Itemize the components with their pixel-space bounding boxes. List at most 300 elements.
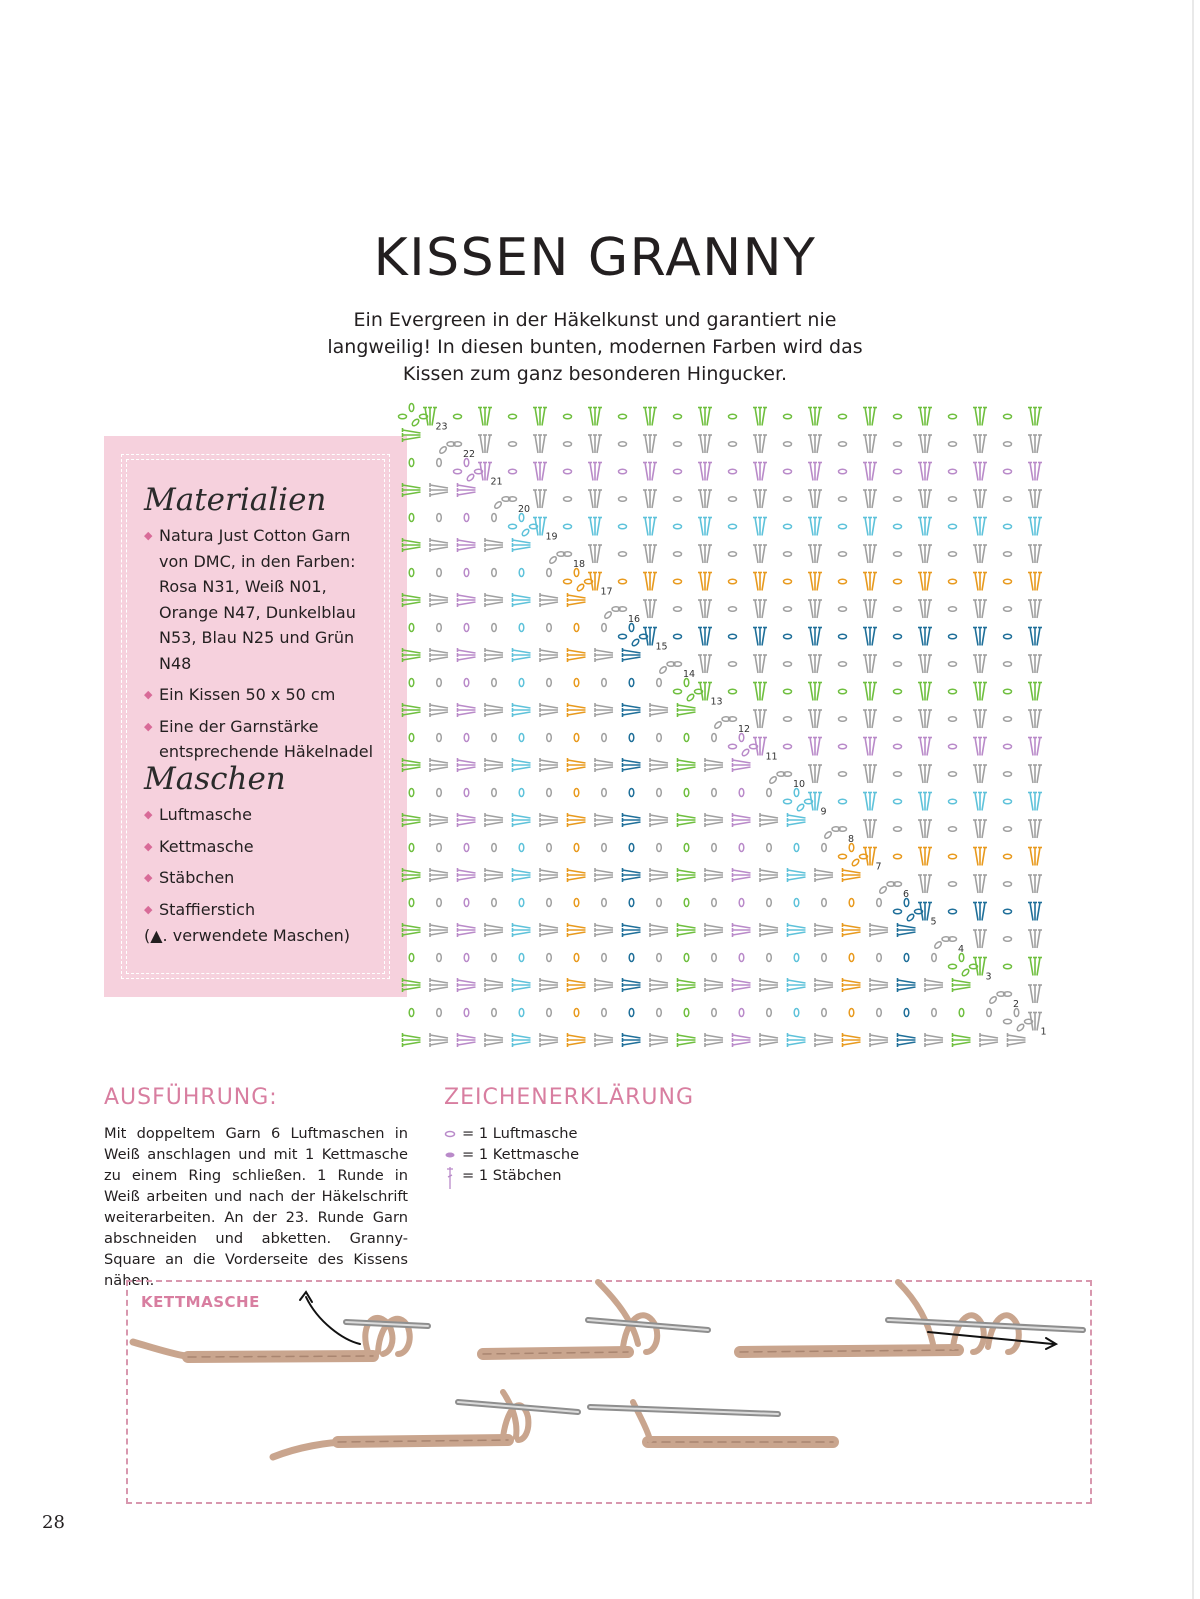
stitch-cluster — [863, 710, 877, 728]
chain-mark — [784, 524, 792, 529]
double-crochet-mark — [652, 545, 655, 563]
stitch-cluster — [918, 765, 932, 783]
double-crochet-mark — [652, 518, 655, 536]
stitch-cluster — [918, 655, 932, 673]
chain-mark — [454, 414, 462, 419]
double-crochet-mark — [872, 683, 875, 701]
double-crochet-mark — [430, 815, 448, 818]
stitch-cluster — [595, 703, 613, 717]
double-crochet-mark — [1030, 710, 1033, 728]
stitch-cluster — [485, 813, 503, 827]
double-crochet-mark — [485, 877, 503, 880]
round-number: 18 — [573, 559, 586, 570]
chain-mark — [602, 624, 607, 632]
stitch-cluster — [760, 813, 778, 827]
double-crochet-mark — [595, 767, 613, 770]
double-crochet-mark — [865, 490, 868, 508]
stitch-cluster — [863, 655, 877, 673]
chain-mark — [619, 469, 627, 474]
double-crochet-mark — [1008, 1042, 1026, 1045]
double-crochet-mark — [430, 595, 448, 598]
chain-mark — [961, 968, 970, 977]
double-crochet-mark — [513, 602, 531, 605]
chain-mark — [464, 954, 469, 962]
double-crochet-mark — [540, 595, 558, 598]
chain-mark — [684, 844, 689, 852]
double-crochet-mark — [595, 877, 613, 880]
double-crochet-mark — [870, 1042, 888, 1045]
double-crochet-mark — [982, 408, 985, 426]
stitch-cluster — [1028, 463, 1042, 481]
chain-mark — [602, 899, 607, 907]
chain-mark — [1016, 1023, 1025, 1032]
stitch-cluster — [568, 593, 586, 607]
chain-mark — [1004, 772, 1012, 777]
double-crochet-mark — [485, 1042, 503, 1045]
double-crochet-mark — [975, 765, 978, 783]
double-crochet-mark — [485, 602, 503, 605]
chain-mark — [729, 579, 737, 584]
double-crochet-mark — [1037, 600, 1040, 618]
double-crochet-mark — [540, 1035, 558, 1038]
materials-item: ◆ Natura Just Cotton Garn von DMC, in den Farben: Rosa N31, Weiß N01, Orange N47, Dunkelblau N53, Blau N25 und Grün N48 — [144, 523, 384, 676]
chain-mark — [602, 679, 607, 687]
chain-mark — [1004, 1019, 1012, 1024]
double-crochet-mark — [1030, 408, 1033, 426]
stitch-cluster — [430, 1033, 448, 1047]
stitch-cluster — [540, 593, 558, 607]
stitch-cluster — [973, 628, 987, 646]
legend — [444, 1123, 579, 1186]
stitch-cluster — [808, 655, 822, 673]
stitch-cluster — [485, 703, 503, 717]
double-crochet-mark — [872, 573, 875, 591]
stitches-heading: Maschen — [144, 761, 286, 797]
double-crochet-mark — [733, 877, 751, 880]
stitch-cluster — [808, 545, 822, 563]
double-crochet-mark — [810, 490, 813, 508]
stitch-cluster — [623, 758, 641, 772]
stitch-cluster — [568, 868, 586, 882]
stitch-cluster — [863, 490, 877, 508]
double-crochet-mark — [927, 738, 930, 756]
double-crochet-mark — [920, 545, 923, 563]
chain-mark — [519, 734, 524, 742]
double-crochet-mark — [982, 765, 985, 783]
chain-mark — [409, 899, 414, 907]
double-crochet-mark — [920, 435, 923, 453]
double-crochet-mark — [1030, 600, 1033, 618]
stitch-cluster — [698, 545, 712, 563]
double-crochet-mark — [707, 545, 710, 563]
chain-mark — [839, 689, 847, 694]
chain-mark — [839, 854, 847, 859]
double-crochet-mark — [650, 815, 668, 818]
chain-mark — [684, 1009, 689, 1017]
double-crochet-mark — [733, 980, 751, 983]
stitch-cluster — [788, 813, 806, 827]
chain-mark — [549, 556, 558, 565]
chain-mark — [729, 414, 737, 419]
double-crochet-mark — [953, 1035, 971, 1038]
double-crochet-mark — [870, 932, 888, 935]
chain-mark — [1004, 524, 1012, 529]
stitch-cluster — [568, 648, 586, 662]
double-crochet-mark — [1037, 628, 1040, 646]
double-crochet-mark — [815, 932, 833, 935]
chain-mark — [894, 497, 902, 502]
stitch-cluster — [788, 978, 806, 992]
double-crochet-mark — [762, 518, 765, 536]
double-crochet-mark — [872, 463, 875, 481]
double-crochet-mark — [485, 657, 503, 660]
double-crochet-mark — [430, 987, 448, 990]
stitch-cluster — [595, 648, 613, 662]
double-crochet-mark — [645, 600, 648, 618]
double-crochet-mark — [623, 815, 641, 818]
double-crochet-mark — [645, 518, 648, 536]
double-crochet-mark — [953, 987, 971, 990]
instructions-heading: AUSFÜHRUNG: — [104, 1085, 278, 1110]
double-crochet-mark — [705, 925, 723, 928]
double-crochet-mark — [513, 547, 531, 550]
chain-mark — [619, 552, 627, 557]
double-crochet-mark — [815, 1035, 833, 1038]
double-crochet-mark — [927, 848, 930, 866]
double-crochet-mark — [980, 1042, 998, 1045]
double-crochet-mark — [733, 760, 751, 763]
double-crochet-mark — [817, 765, 820, 783]
chain-mark — [602, 954, 607, 962]
double-crochet-mark — [513, 540, 531, 543]
stitch-cluster — [698, 600, 712, 618]
double-crochet-mark — [1037, 490, 1040, 508]
double-crochet-mark — [480, 408, 483, 426]
chain-mark — [602, 1009, 607, 1017]
double-crochet-mark — [568, 925, 586, 928]
stitch-cluster — [870, 978, 888, 992]
double-crochet-mark — [623, 760, 641, 763]
chain-mark — [464, 789, 469, 797]
chain-mark — [437, 734, 442, 742]
double-crochet-mark — [733, 1042, 751, 1045]
double-crochet-mark — [568, 657, 586, 660]
chain-mark — [629, 789, 634, 797]
double-crochet-mark — [540, 987, 558, 990]
double-crochet-mark — [678, 767, 696, 770]
stitch-cluster — [973, 793, 987, 811]
double-crochet-mark — [982, 463, 985, 481]
stitch-cluster — [898, 978, 916, 992]
chain-mark — [509, 414, 517, 419]
chain-mark — [547, 679, 552, 687]
stitch-cluster — [918, 545, 932, 563]
double-crochet-mark — [815, 925, 833, 928]
stitch-cluster — [863, 628, 877, 646]
double-crochet-mark — [982, 545, 985, 563]
legend-item — [444, 1144, 579, 1165]
double-crochet-mark — [707, 628, 710, 646]
stitch-cluster — [568, 813, 586, 827]
materials-item: ◆ Eine der Garnstärke entsprechende Häkelnadel — [144, 714, 384, 765]
double-crochet-mark — [623, 650, 641, 653]
stitch-cluster — [623, 813, 641, 827]
stitch-cluster — [705, 813, 723, 827]
chain-mark — [547, 624, 552, 632]
chain-mark — [547, 1009, 552, 1017]
stitch-cluster — [1028, 408, 1042, 426]
double-crochet-mark — [678, 980, 696, 983]
chain-mark — [1004, 964, 1012, 969]
legend-label: = 1 Luftmasche — [462, 1125, 578, 1142]
double-crochet-mark — [595, 925, 613, 928]
chain-mark — [564, 414, 572, 419]
double-crochet-mark — [982, 683, 985, 701]
double-crochet-mark — [645, 545, 648, 563]
stitch-cluster — [698, 463, 712, 481]
stitch-cluster — [863, 573, 877, 591]
double-crochet-mark — [788, 932, 806, 935]
double-crochet-mark — [430, 650, 448, 653]
round-number: 6 — [903, 889, 910, 900]
chain-mark — [712, 734, 717, 742]
chain-mark — [894, 634, 902, 639]
double-crochet-mark — [540, 760, 558, 763]
double-crochet-mark — [1037, 408, 1040, 426]
stitch-cluster — [1028, 655, 1042, 673]
chain-mark — [492, 789, 497, 797]
double-crochet-mark — [870, 1035, 888, 1038]
double-crochet-mark — [755, 463, 758, 481]
stitch-cluster — [698, 655, 712, 673]
double-crochet-mark — [430, 1042, 448, 1045]
double-crochet-mark — [542, 490, 545, 508]
double-crochet-mark — [458, 760, 476, 763]
double-crochet-mark — [485, 987, 503, 990]
double-crochet-mark — [1030, 793, 1033, 811]
stitches-note: (▲. verwendete Maschen) — [144, 926, 350, 945]
stitch-cluster — [485, 538, 503, 552]
stitch-cluster — [815, 978, 833, 992]
chain-mark — [574, 954, 579, 962]
chain-mark — [894, 717, 902, 722]
double-crochet-mark — [1030, 958, 1033, 976]
stitch-cluster — [973, 903, 987, 921]
double-crochet-mark — [733, 1035, 751, 1038]
double-crochet-mark — [982, 875, 985, 893]
stitch-cluster — [650, 923, 668, 937]
double-crochet-mark — [920, 628, 923, 646]
double-crochet-mark — [540, 925, 558, 928]
double-crochet-mark — [865, 820, 868, 838]
double-crochet-mark — [513, 925, 531, 928]
chain-mark — [729, 744, 737, 749]
stitch-cluster — [753, 518, 767, 536]
chain-mark — [409, 404, 414, 412]
stitch-cluster — [485, 1033, 503, 1047]
double-crochet-mark — [975, 793, 978, 811]
double-crochet-mark — [513, 815, 531, 818]
stitch-cluster — [753, 600, 767, 618]
chain-mark — [822, 844, 827, 852]
stitch-cluster — [733, 978, 751, 992]
stitch-cluster — [403, 758, 421, 772]
chain-mark — [574, 624, 579, 632]
chain-mark — [547, 789, 552, 797]
double-crochet-mark — [975, 738, 978, 756]
double-crochet-mark — [403, 1035, 421, 1038]
chain-mark — [741, 748, 750, 757]
stitch-cluster — [650, 758, 668, 772]
stitch-cluster — [458, 703, 476, 717]
round-number: 17 — [600, 586, 613, 598]
double-crochet-mark — [920, 793, 923, 811]
double-crochet-mark — [760, 870, 778, 873]
chain-mark — [894, 744, 902, 749]
double-crochet-mark — [700, 463, 703, 481]
stitch-cluster — [753, 408, 767, 426]
chain-mark — [519, 954, 524, 962]
double-crochet-mark — [540, 870, 558, 873]
double-crochet-mark — [590, 435, 593, 453]
double-crochet-mark — [920, 463, 923, 481]
chain-mark — [949, 717, 957, 722]
double-crochet-mark — [645, 490, 648, 508]
double-crochet-mark — [920, 573, 923, 591]
double-crochet-mark — [540, 980, 558, 983]
chain-mark — [674, 414, 682, 419]
chain-mark — [1004, 607, 1012, 612]
stitch-cluster — [973, 600, 987, 618]
double-crochet-mark — [975, 518, 978, 536]
double-crochet-mark — [513, 987, 531, 990]
double-crochet-mark — [705, 822, 723, 825]
chain-mark — [894, 854, 902, 859]
stitch-cluster — [918, 738, 932, 756]
chain-mark — [629, 954, 634, 962]
round-number: 5 — [930, 916, 937, 928]
double-crochet-mark — [513, 1042, 531, 1045]
chain-mark — [547, 954, 552, 962]
double-crochet-mark — [920, 848, 923, 866]
round-number: 7 — [875, 861, 882, 873]
chain-mark — [729, 634, 737, 639]
double-crochet-mark — [817, 683, 820, 701]
double-crochet-mark — [705, 932, 723, 935]
chain-mark — [464, 1009, 469, 1017]
chain-mark — [409, 679, 414, 687]
chain-mark — [849, 1009, 854, 1017]
double-crochet-mark — [1037, 765, 1040, 783]
chain-mark — [684, 954, 689, 962]
chain-mark — [794, 1009, 799, 1017]
chain-mark — [684, 899, 689, 907]
double-crochet-mark — [707, 573, 710, 591]
double-crochet-mark — [810, 710, 813, 728]
double-crochet-mark — [755, 655, 758, 673]
stitch-cluster — [513, 978, 531, 992]
double-crochet-mark — [652, 435, 655, 453]
chain-mark — [494, 501, 503, 510]
double-crochet-mark — [843, 925, 861, 928]
materials-list — [144, 523, 384, 771]
chain-mark — [949, 442, 957, 447]
double-crochet-mark — [513, 767, 531, 770]
chain-mark — [949, 497, 957, 502]
double-crochet-mark — [920, 820, 923, 838]
double-crochet-mark — [678, 760, 696, 763]
double-crochet-mark — [1030, 545, 1033, 563]
stitch-cluster — [788, 868, 806, 882]
double-crochet-mark — [568, 705, 586, 708]
chain-mark — [949, 772, 957, 777]
chain-mark — [839, 799, 847, 804]
chain-mark — [839, 552, 847, 557]
stitch-cluster — [458, 758, 476, 772]
chain-mark — [492, 624, 497, 632]
chain-mark — [949, 579, 957, 584]
chain-mark — [564, 469, 572, 474]
stitch-cluster — [595, 758, 613, 772]
chain-mark — [657, 954, 662, 962]
stitch-cluster — [430, 978, 448, 992]
chain-mark — [949, 964, 957, 969]
stitch-cluster — [808, 683, 822, 701]
chain-mark — [657, 789, 662, 797]
double-crochet-mark — [540, 822, 558, 825]
stitch-cluster — [973, 848, 987, 866]
double-crochet-mark — [975, 573, 978, 591]
stitch-cluster — [973, 683, 987, 701]
double-crochet-mark — [458, 547, 476, 550]
double-crochet-mark — [650, 870, 668, 873]
chain-mark — [949, 414, 957, 419]
stitch-cluster — [533, 435, 547, 453]
double-crochet-mark — [865, 738, 868, 756]
double-crochet-mark — [733, 932, 751, 935]
stitch-cluster — [588, 463, 602, 481]
double-crochet-mark — [623, 767, 641, 770]
double-crochet-mark — [597, 490, 600, 508]
stitch-cluster — [843, 923, 861, 937]
chain-mark — [949, 662, 957, 667]
double-crochet-mark — [485, 822, 503, 825]
stitch-cluster — [953, 1033, 971, 1047]
double-crochet-mark — [920, 408, 923, 426]
double-crochet-mark — [1037, 958, 1040, 976]
double-crochet-mark — [1030, 435, 1033, 453]
double-crochet-mark — [980, 1035, 998, 1038]
double-crochet-mark — [705, 760, 723, 763]
double-crochet-mark — [755, 518, 758, 536]
double-crochet-mark — [1037, 463, 1040, 481]
chain-mark — [879, 886, 888, 895]
double-crochet-mark — [542, 408, 545, 426]
double-crochet-mark — [872, 600, 875, 618]
double-crochet-mark — [870, 987, 888, 990]
double-crochet-mark — [1037, 435, 1040, 453]
chain-mark — [437, 1009, 442, 1017]
double-crochet-mark — [762, 490, 765, 508]
stitch-cluster — [863, 518, 877, 536]
double-crochet-mark — [458, 650, 476, 653]
double-crochet-mark — [707, 600, 710, 618]
double-crochet-mark — [513, 595, 531, 598]
double-crochet-mark — [650, 877, 668, 880]
chain-mark — [904, 954, 909, 962]
chain-mark — [492, 569, 497, 577]
double-crochet-mark — [623, 822, 641, 825]
